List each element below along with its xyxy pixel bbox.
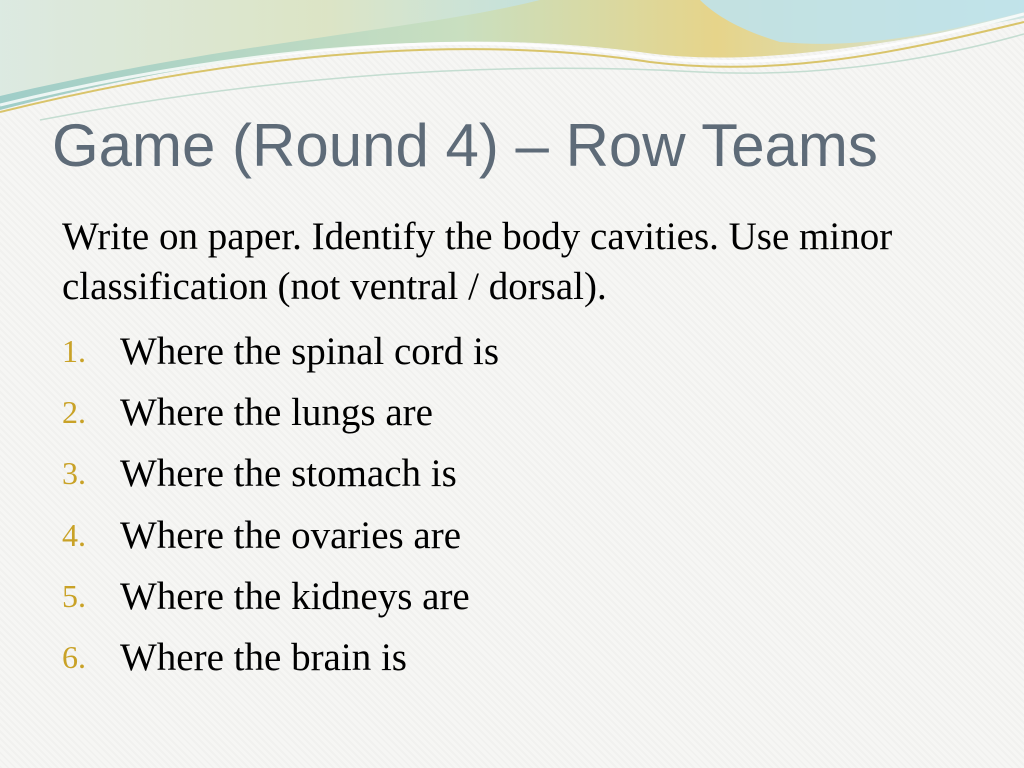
item-number: 1. — [62, 333, 86, 370]
list-item — [62, 505, 499, 566]
list-item — [62, 382, 499, 443]
item-text: Where the brain is — [120, 636, 407, 680]
item-number: 6. — [62, 639, 86, 676]
list-item — [62, 443, 499, 504]
item-text: Where the ovaries are — [120, 513, 462, 557]
instructions-text: Write on paper. Identify the body cavities. Use minor classification (not ventral / dorsal). — [62, 215, 893, 308]
list-item — [62, 566, 499, 627]
question-list — [62, 321, 499, 688]
list-item — [62, 627, 499, 688]
item-number: 3. — [62, 455, 86, 492]
item-number: 2. — [62, 394, 86, 431]
item-text: Where the spinal cord is — [120, 330, 500, 374]
list-item — [62, 321, 499, 382]
item-text: Where the stomach is — [120, 452, 457, 496]
slide-title: Game (Round 4) – Row Teams — [52, 112, 878, 179]
item-number: 4. — [62, 516, 86, 553]
item-text: Where the kidneys are — [120, 574, 470, 618]
item-text: Where the lungs are — [120, 391, 433, 435]
item-number: 5. — [62, 577, 86, 614]
